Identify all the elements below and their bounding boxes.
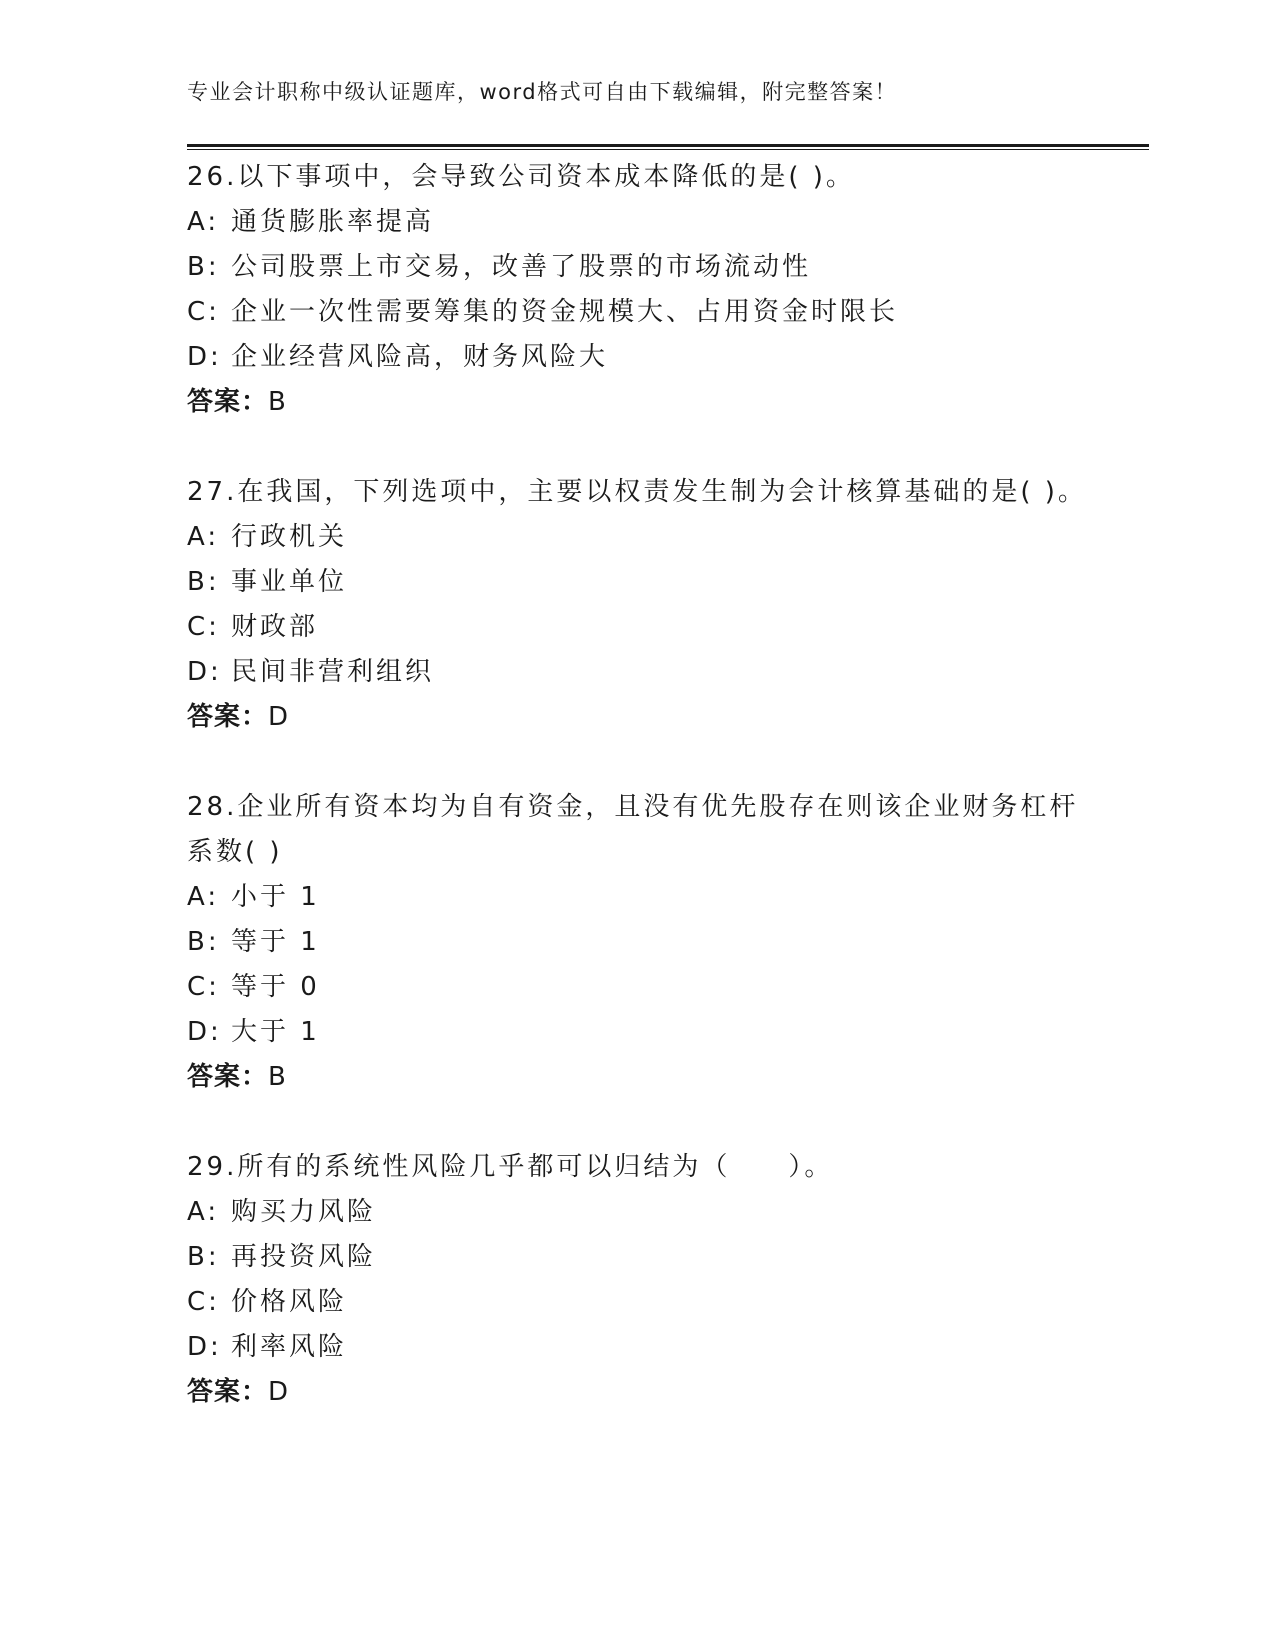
option-b — [187, 1235, 1087, 1280]
answer-label: 答案： — [187, 1062, 269, 1092]
answer-line — [187, 1370, 1087, 1415]
option-text: 购买力风险 — [231, 1197, 377, 1227]
answer-value: B — [268, 1062, 287, 1092]
question-27 — [187, 470, 1087, 740]
answer-label: 答案： — [187, 702, 269, 732]
option-text: 财政部 — [231, 612, 319, 642]
option-key: D: — [187, 657, 222, 687]
option-c — [187, 290, 1087, 335]
option-a — [187, 875, 1087, 920]
option-text: 企业一次性需要筹集的资金规模大、占用资金时限长 — [231, 297, 899, 327]
option-text: 通货膨胀率提高 — [231, 207, 435, 237]
answer-line — [187, 1055, 1087, 1100]
option-key: B: — [187, 1242, 220, 1272]
option-key: B: — [187, 567, 220, 597]
answer-label: 答案： — [187, 387, 269, 417]
option-key: A: — [187, 522, 220, 552]
option-text: 等于 0 — [231, 972, 320, 1002]
question-stem: 29.所有的系统性风险几乎都可以归结为（ ）。 — [187, 1152, 834, 1182]
option-key: D: — [187, 1017, 222, 1047]
option-d — [187, 1010, 1087, 1055]
option-key: B: — [187, 927, 220, 957]
option-text: 公司股票上市交易，改善了股票的市场流动性 — [231, 252, 812, 282]
header-divider — [187, 144, 1149, 150]
option-text: 小于 1 — [231, 882, 320, 912]
answer-value: D — [268, 1377, 290, 1407]
answer-line — [187, 380, 1087, 425]
option-text: 企业经营风险高，财务风险大 — [231, 342, 609, 372]
option-key: C: — [187, 972, 220, 1002]
option-text: 再投资风险 — [231, 1242, 377, 1272]
option-text: 行政机关 — [231, 522, 348, 552]
option-c — [187, 1280, 1087, 1325]
option-c — [187, 965, 1087, 1010]
option-key: A: — [187, 882, 220, 912]
option-text: 事业单位 — [231, 567, 348, 597]
question-29 — [187, 1145, 1087, 1415]
option-key: D: — [187, 1332, 222, 1362]
option-key: A: — [187, 207, 220, 237]
option-key: A: — [187, 1197, 220, 1227]
option-text: 价格风险 — [231, 1287, 348, 1317]
option-b — [187, 920, 1087, 965]
page-header: 专业会计职称中级认证题库，word格式可自由下载编辑，附完整答案！ — [187, 80, 898, 104]
option-a — [187, 200, 1087, 245]
option-d — [187, 335, 1087, 380]
option-text: 民间非营利组织 — [231, 657, 435, 687]
question-26 — [187, 155, 1087, 425]
question-stem: 26.以下事项中，会导致公司资本成本降低的是( )。 — [187, 162, 855, 192]
option-key: C: — [187, 1287, 220, 1317]
option-a — [187, 515, 1087, 560]
question-stem: 27.在我国，下列选项中，主要以权责发生制为会计核算基础的是( )。 — [187, 477, 1087, 507]
answer-value: D — [268, 702, 290, 732]
option-c — [187, 605, 1087, 650]
option-key: C: — [187, 297, 220, 327]
question-list — [187, 155, 1087, 1460]
option-text: 大于 1 — [231, 1017, 320, 1047]
answer-value: B — [268, 387, 287, 417]
option-text: 利率风险 — [231, 1332, 348, 1362]
option-d — [187, 1325, 1087, 1370]
option-text: 等于 1 — [231, 927, 320, 957]
option-key: B: — [187, 252, 220, 282]
option-key: C: — [187, 612, 220, 642]
option-key: D: — [187, 342, 222, 372]
option-a — [187, 1190, 1087, 1235]
option-d — [187, 650, 1087, 695]
option-b — [187, 560, 1087, 605]
question-stem: 28.企业所有资本均为自有资金，且没有优先股存在则该企业财务杠杆系数( ) — [187, 792, 1079, 867]
question-28 — [187, 785, 1087, 1100]
option-b — [187, 245, 1087, 290]
answer-line — [187, 695, 1087, 740]
answer-label: 答案： — [187, 1377, 269, 1407]
